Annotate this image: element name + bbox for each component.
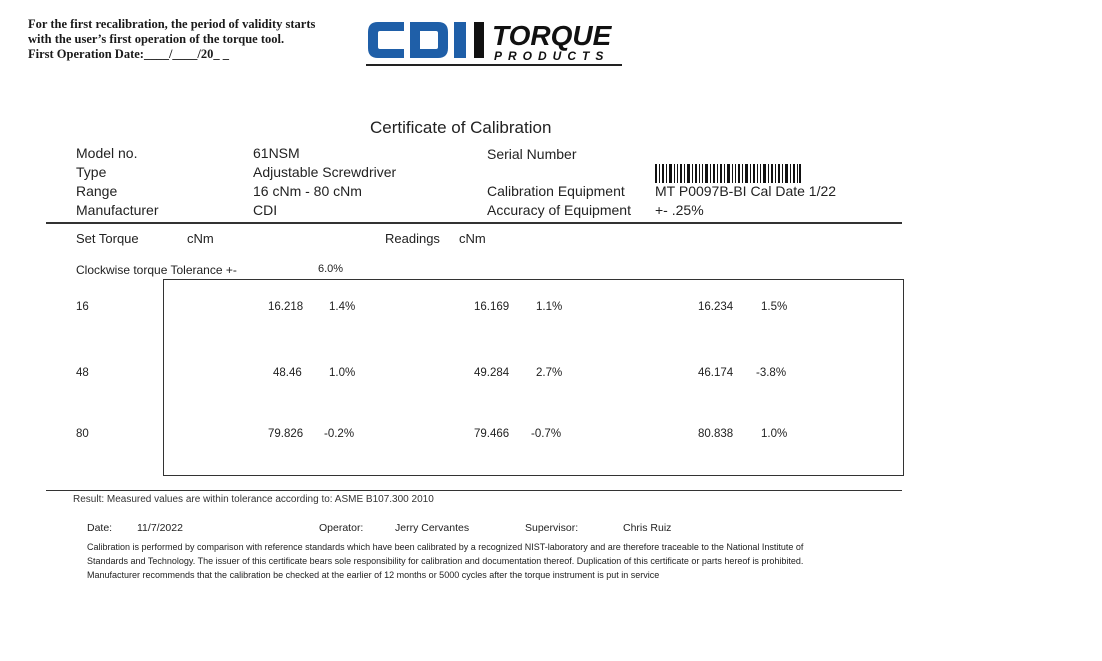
reading-deviation: -0.2% — [324, 428, 355, 440]
notice-line-3: First Operation Date:____/____/20_ _ — [28, 47, 230, 61]
logo-word: TORQUE — [492, 20, 612, 51]
manufacturer-label: Manufacturer — [76, 202, 159, 218]
manufacturer-value: CDI — [253, 202, 278, 218]
reading-deviation: 1.0% — [329, 367, 356, 379]
supervisor-value: Chris Ruiz — [623, 522, 672, 534]
reading-value: 79.826 — [268, 428, 304, 440]
set-torque-row-2: 48 — [76, 367, 89, 379]
disclaimer-line-1: Calibration is performed by comparison with reference standards which have been calibrated by a recognized NIST-laboratory and are therefore traceable to the National Institute of — [87, 542, 804, 552]
serial-barcode — [655, 164, 801, 183]
model-value: 61NSM — [253, 145, 300, 161]
accuracy-label: Accuracy of Equipment — [487, 202, 631, 218]
reading-value: 16.234 — [698, 301, 734, 313]
reading-value: 80.838 — [698, 428, 734, 440]
type-value: Adjustable Screwdriver — [253, 164, 397, 180]
notice-line-1: For the first recalibration, the period of validity starts — [28, 17, 316, 31]
tolerance-label: Clockwise torque Tolerance +- — [76, 263, 237, 277]
readings-label: Readings — [385, 231, 440, 246]
type-label: Type — [76, 164, 107, 180]
set-torque-unit: cNm — [187, 231, 214, 246]
cdi-torque-logo — [366, 16, 624, 68]
calibration-equipment-value: MT P0097B-BI Cal Date 1/22 — [655, 183, 837, 199]
supervisor-label: Supervisor: — [525, 522, 579, 534]
reading-value: 49.284 — [474, 367, 510, 379]
cdi-logo-mark — [366, 18, 488, 62]
model-label: Model no. — [76, 145, 138, 161]
logo-underline — [366, 64, 622, 66]
set-torque-label: Set Torque — [76, 231, 139, 246]
first-operation-notice — [28, 17, 315, 62]
range-value: 16 cNm - 80 cNm — [253, 183, 362, 199]
set-torque-row-3: 80 — [76, 428, 89, 440]
reading-value: 79.466 — [474, 428, 510, 440]
certificate-title: Certificate of Calibration — [370, 118, 552, 137]
set-torque-row-1: 16 — [76, 301, 89, 313]
notice-line-2: with the user’s first operation of the torque tool. — [28, 32, 285, 46]
accuracy-value: +- .25% — [655, 202, 704, 218]
calibration-equipment-label: Calibration Equipment — [487, 183, 625, 199]
reading-deviation: 2.7% — [536, 367, 563, 379]
reading-deviation: 1.0% — [761, 428, 788, 440]
reading-value: 46.174 — [698, 367, 734, 379]
tolerance-value: 6.0% — [318, 263, 344, 275]
result-divider — [46, 490, 902, 491]
result-statement: Result: Measured values are within tolerance according to: ASME B107.300 2010 — [73, 494, 434, 505]
reading-deviation: 1.1% — [536, 301, 563, 313]
reading-value: 16.218 — [268, 301, 304, 313]
reading-deviation: -0.7% — [531, 428, 562, 440]
operator-value: Jerry Cervantes — [395, 522, 470, 534]
range-label: Range — [76, 183, 118, 199]
serial-label: Serial Number — [487, 146, 577, 162]
date-label: Date: — [87, 522, 113, 534]
reading-value: 48.46 — [273, 367, 302, 379]
readings-unit: cNm — [459, 231, 486, 246]
operator-label: Operator: — [319, 522, 364, 534]
reading-value: 16.169 — [474, 301, 510, 313]
reading-deviation: 1.5% — [761, 301, 788, 313]
disclaimer-line-2: Standards and Technology. The issuer of this certificate bears sole responsibility for calibration and documentation thereof. Duplication of this certificate or parts hereof is prohibited. — [87, 556, 804, 566]
logo-subword: PRODUCTS — [494, 49, 610, 63]
disclaimer-line-3: Manufacturer recommends that the calibration be checked at the earlier of 12 months or 5000 cycles after the torque instrument is put in service — [87, 570, 660, 580]
reading-deviation: 1.4% — [329, 301, 356, 313]
date-value: 11/7/2022 — [137, 522, 183, 534]
info-divider — [46, 222, 902, 224]
reading-deviation: -3.8% — [756, 367, 787, 379]
